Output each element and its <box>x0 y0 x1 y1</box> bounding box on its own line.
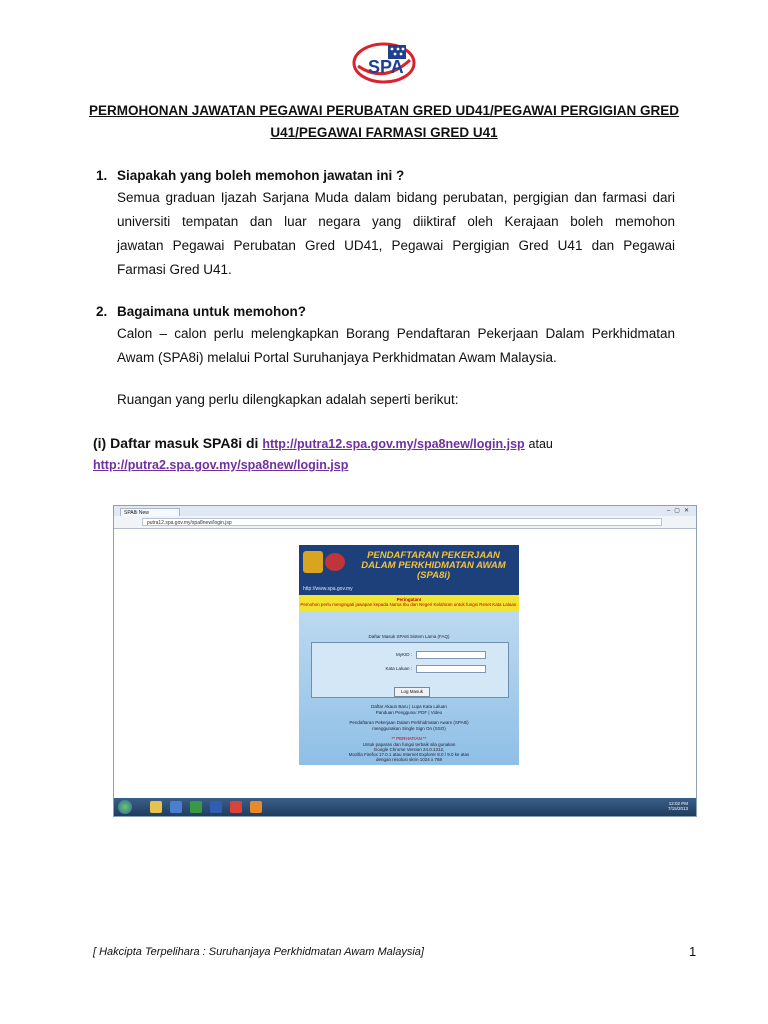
login-link-putra12[interactable]: http://putra12.spa.gov.my/spa8new/login.jsp <box>262 437 525 451</box>
warning-line: Mozilla Firefox 17.0.1 atau Internet Explorer 8.0 / 9.0 ke atas <box>348 752 470 757</box>
step-1-line2 <box>93 456 348 472</box>
folder-icon[interactable] <box>150 801 162 813</box>
answer-line: jawatan Pegawai Perubatan Gred UD41, Pegawai Pergigian Gred U41 dan Pegawai <box>117 238 675 253</box>
chrome-icon[interactable] <box>230 801 242 813</box>
answer-line: Awam (SPA8i) melalui Portal Suruhanjaya Perkhidmatan Awam Malaysia. <box>117 350 557 365</box>
mykad-input[interactable] <box>416 651 486 659</box>
step-1-label: (i) Daftar masuk SPA8i di <box>93 435 259 451</box>
browser-tab[interactable]: SPA8i New <box>120 508 180 516</box>
question-2-number: 2. <box>96 304 108 319</box>
firefox-icon[interactable] <box>250 801 262 813</box>
login-link-putra2[interactable]: http://putra2.spa.gov.my/spa8new/login.jsp <box>93 458 349 472</box>
question-2-answer <box>117 322 675 370</box>
embedded-screenshot <box>113 505 697 817</box>
mykad-label: MyKID : <box>395 652 412 657</box>
document-title-line1: PERMOHONAN JAWATAN PEGAWAI PERUBATAN GRED UD41/PEGAWAI PERGIGIAN GRED <box>88 103 680 118</box>
clock-date: 7/15/2013 <box>667 806 688 811</box>
warning-line: Untuk paparan dan fungsi terbaik sila gunakan <box>362 742 456 747</box>
page-number: 1 <box>689 944 697 959</box>
atau-text: atau <box>528 437 553 451</box>
windows-taskbar <box>114 798 696 816</box>
user-guide-links[interactable]: Panduan Pengguna: PDF | Video <box>375 710 443 715</box>
crest-icon <box>303 551 323 573</box>
login-heading: Daftar Masuk SPA8i Sistem Lama (FAQ) <box>368 634 450 639</box>
question-1-number: 1. <box>96 168 108 183</box>
answer-line: Calon – calon perlu melengkapkan Borang Pendaftaran Pekerjaan Dalam Perkhidmatan <box>117 326 675 341</box>
footer-copyright: [ Hakcipta Terpelihara : Suruhanjaya Perkhidmatan Awam Malaysia] <box>93 946 424 958</box>
warning-line: dengan resolusi skrin 1024 x 768 <box>375 757 443 762</box>
spa8i-banner <box>299 545 519 595</box>
sso-text-1: Pendaftaran Pekerjaan Dalam Perkhidmatan Awam (SPA8i) <box>349 720 469 725</box>
sso-text-2: menggunakan Single Sign On (SSO) <box>372 726 446 731</box>
notice-box <box>299 595 519 612</box>
question-1-answer <box>117 186 675 282</box>
excel-icon[interactable] <box>190 801 202 813</box>
account-links[interactable]: Daftar Akaun Baru | Lupa Kata Laluan <box>371 704 447 709</box>
step-1 <box>93 435 553 451</box>
warning-title: ** PERHATIAN ** <box>391 736 427 741</box>
document-title-line2: U41/PEGAWAI FARMASI GRED U41 <box>270 125 498 140</box>
login-form <box>311 642 509 698</box>
password-label: Kata Laluan : <box>385 666 412 671</box>
answer-line: universiti tempatan dan luar negara yang diiktiraf oleh Kerajaan boleh memohon <box>117 214 675 229</box>
banner-text: PENDAFTARAN PEKERJAAN DALAM PERKHIDMATAN AWAM (SPA8i) <box>361 550 506 581</box>
window-controls-icon: –▢✕ <box>666 508 693 514</box>
answer-line: Semua graduan Ijazah Sarjana Muda dalam bidang perubatan, pergigian dan farmasi dari <box>117 190 675 205</box>
browser-address-bar <box>114 516 696 529</box>
login-button[interactable]: Log Masuk <box>394 687 430 697</box>
spa-app-icon[interactable] <box>170 801 182 813</box>
login-panel <box>299 612 519 765</box>
password-input[interactable] <box>416 665 486 673</box>
browser-tabbar <box>114 506 696 516</box>
address-input[interactable]: putra12.spa.gov.my/spa8new/login.jsp <box>142 518 662 526</box>
notice-title: Peringatan! <box>396 597 422 602</box>
start-button-icon[interactable] <box>118 800 132 814</box>
answer-line: Farmasi Gred U41. <box>117 262 232 277</box>
notice-text: Pemohon perlu mengingati jawapan kepada Nama Ibu dan Negeri Kelahiran untuk fungsi Reset Kata Laluan. <box>300 602 518 607</box>
question-2-note: Ruangan yang perlu dilengkapkan adalah seperti berikut: <box>117 392 459 407</box>
question-2-heading: Bagaimana untuk memohon? <box>117 304 307 319</box>
browser-page <box>114 529 696 800</box>
spa-logo <box>348 40 420 86</box>
spa-emblem-icon <box>325 553 345 571</box>
question-1-heading: Siapakah yang boleh memohon jawatan ini ? <box>117 168 405 183</box>
banner-url: http://www.spa.gov.my <box>303 586 353 592</box>
clock-time: 12:02 PM <box>668 801 688 806</box>
word-icon[interactable] <box>210 801 222 813</box>
warning-line: Google Chrome Version 24.0.1312, <box>373 747 445 752</box>
taskbar-clock <box>668 801 688 811</box>
svg-text:SPA: SPA <box>368 57 404 77</box>
